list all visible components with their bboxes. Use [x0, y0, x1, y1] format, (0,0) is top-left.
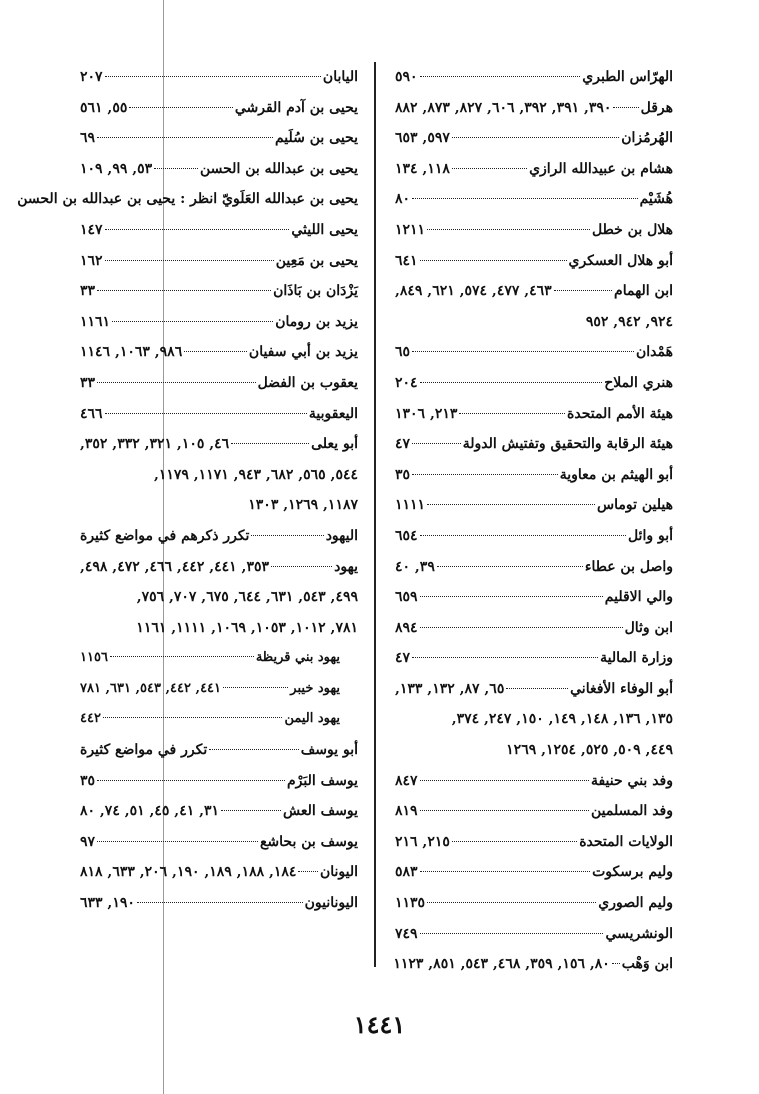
index-entry [395, 246, 673, 277]
entry-name: يحيى بن آدم القرشي [234, 99, 358, 116]
entry-name: يحيى بن سُلَيم [274, 130, 358, 147]
index-entry-continuation [395, 735, 673, 766]
entry-pages: ٩٢٤, ٩٤٢, ٩٥٢ [585, 313, 673, 330]
index-entry [395, 93, 673, 124]
dot-leader [112, 320, 273, 322]
dot-leader [459, 412, 565, 414]
dot-leader [221, 809, 281, 811]
index-column-left [17, 62, 358, 919]
entry-pages: ٨٠ [395, 191, 411, 208]
dot-leader [420, 932, 604, 934]
entry-pages: ١١٨٧, ١٢٦٩, ١٣٠٣ [248, 497, 358, 514]
dot-leader [129, 106, 232, 108]
dot-leader [420, 809, 589, 811]
entry-name: الونشريسي [605, 925, 673, 942]
dot-leader [271, 565, 332, 567]
index-entry [80, 888, 358, 919]
entry-name: هيلين توماس [597, 497, 673, 514]
dot-leader [412, 197, 638, 199]
entry-pages: ٥٨٣ [395, 864, 418, 881]
index-entry [395, 888, 673, 919]
entry-name: اليونانيون [304, 895, 358, 912]
entry-pages: تكرر في مواضع كثيرة [80, 742, 208, 759]
index-entry-continuation [80, 490, 358, 521]
index-entry [80, 796, 358, 827]
entry-name: اليابان [322, 69, 358, 85]
index-entry [395, 399, 673, 430]
index-entry-continuation [80, 613, 358, 644]
index-entry [395, 919, 673, 950]
dot-leader [420, 779, 589, 781]
index-entry [80, 154, 358, 185]
index-entry [80, 368, 358, 399]
entry-pages: ٢١٥, ٢١٦ [395, 833, 450, 850]
dot-leader [105, 412, 307, 414]
entry-pages: ٨١٩ [395, 803, 418, 820]
entry-name: يهود بني قريظة [255, 650, 340, 666]
entry-name: اليونان [319, 864, 358, 881]
entry-name: هنري الملاح [604, 374, 673, 391]
entry-name: أبو يوسف [300, 742, 358, 759]
entry-pages: ١١٦١ [80, 313, 111, 330]
entry-name: الهرّاس الطبري [582, 69, 673, 85]
index-entry [80, 93, 358, 124]
entry-name: وزارة المالية [600, 650, 673, 667]
index-entry [17, 184, 358, 215]
index-entry [395, 643, 673, 674]
dot-leader [110, 655, 254, 657]
entry-pages: ١٢١١ [395, 221, 426, 238]
entry-pages: ٥٣, ٩٩, ١٠٩ [80, 160, 153, 177]
index-entry [80, 429, 358, 460]
index-entry [80, 674, 358, 705]
index-entry [80, 766, 358, 797]
entry-name: وليم برسكوت [592, 864, 673, 881]
dot-leader [223, 686, 288, 688]
entry-pages: ٥٥, ٥٦١ [80, 99, 128, 116]
entry-name: يوسف بن بحاشع [259, 833, 358, 850]
entry-name: أبو وائل [627, 527, 673, 544]
entry-name: أبو يعلى [311, 436, 358, 453]
entry-pages: ٥٤٤, ٥٦٥, ٦٨٢, ٩٤٣, ١١٧١, ١١٧٩, [153, 466, 358, 483]
entry-pages: ٦٥ [395, 344, 411, 361]
dot-leader [613, 106, 638, 108]
dot-leader [103, 716, 282, 718]
entry-pages: ٦٤١ [395, 252, 418, 269]
dot-leader [420, 626, 623, 628]
index-entry [395, 337, 673, 368]
index-entry [395, 827, 673, 858]
entry-name: يزيد بن رومان [275, 313, 358, 330]
index-entry [395, 521, 673, 552]
dot-leader [452, 136, 619, 138]
index-entry [395, 796, 673, 827]
dot-leader [184, 350, 247, 352]
dot-leader [427, 503, 595, 505]
entry-name: يحيى بن عبدالله بن الحسن [200, 160, 358, 177]
dot-leader [97, 136, 273, 138]
index-entry [395, 276, 673, 307]
dot-leader [452, 840, 577, 842]
entry-pages: ١٤٧ [80, 221, 103, 238]
entry-name: ابن الهمام [614, 283, 673, 300]
entry-pages: ٩٨٦, ١٠٦٣, ١١٤٦ [80, 344, 183, 361]
entry-pages: ٧٤٩ [395, 925, 418, 942]
entry-name: والي الاقليم [604, 589, 673, 606]
entry-pages: ٨٤٧ [395, 772, 418, 789]
entry-pages: ٦٥٩ [395, 589, 418, 606]
dot-leader [412, 473, 558, 475]
dot-leader [97, 381, 256, 383]
entry-name: هشام بن عبيدالله الرازي [529, 160, 673, 177]
entry-pages: ٨٩٤ [395, 619, 418, 636]
entry-pages: ٣٥ [395, 466, 411, 483]
index-entry [395, 582, 673, 613]
dot-leader [97, 840, 258, 842]
entry-name: يوسف العش [283, 803, 358, 820]
index-entry [80, 123, 358, 154]
entry-name: اليهود [325, 527, 358, 544]
entry-name: يعقوب بن الفضل [257, 374, 358, 391]
dot-leader [420, 75, 581, 77]
dot-leader [412, 442, 461, 444]
dot-leader [452, 167, 527, 169]
entry-name: هَمْدان [636, 344, 673, 361]
index-entry [80, 735, 358, 766]
index-entry [395, 215, 673, 246]
dot-leader [427, 228, 590, 230]
entry-name: وفد بني حنيفة [590, 772, 673, 789]
dot-leader [554, 289, 612, 291]
index-entry [80, 246, 358, 277]
index-entry [80, 827, 358, 858]
entry-pages: ٢٠٤ [395, 374, 418, 391]
entry-pages: ٤٤١, ٤٤٢, ٥٤٣, ٦٣١, ٧٨١ [80, 680, 222, 696]
page-number: ١٤٤١ [353, 1010, 406, 1039]
index-entry [395, 674, 673, 705]
index-entry [80, 857, 358, 888]
entry-name: هلال بن خطل [592, 221, 673, 238]
index-entry [395, 766, 673, 797]
entry-pages: ١٣٥, ١٣٦, ١٤٨, ١٤٩, ١٥٠, ٢٤٧, ٣٧٤, [451, 711, 673, 728]
dot-leader [97, 779, 285, 781]
entry-pages: ٤٧ [395, 436, 411, 453]
entry-pages: ٣٥٣, ٤٤١, ٤٤٢, ٤٦٦, ٤٧٢, ٤٩٨, [80, 558, 269, 575]
dot-leader [412, 350, 634, 352]
entry-pages: ٢٠٧ [80, 69, 103, 85]
entry-pages: ١٨٤, ١٨٨, ١٨٩, ١٩٠, ٢٠٦, ٦٣٣, ٨١٨ [80, 864, 297, 881]
entry-name: أبو هلال العسكري [568, 252, 673, 269]
entry-name: واصل بن عطاء [584, 558, 673, 575]
entry-pages: ٢١٣, ١٣٠٦ [395, 405, 458, 422]
dot-leader [251, 534, 323, 536]
index-entry [80, 307, 358, 338]
entry-name: يهود اليمن [284, 711, 340, 727]
entry-name: هرقل [640, 99, 673, 116]
dot-leader [420, 534, 626, 536]
dot-leader [420, 259, 567, 261]
entry-pages: ٤٤٢ [80, 711, 101, 727]
dot-leader [209, 748, 299, 750]
entry-name: هيئة الأمم المتحدة [567, 405, 673, 422]
entry-pages: ١١٣٥ [395, 895, 426, 912]
entry-pages: ٦٥, ٨٧, ١٣٢, ١٣٣, [395, 680, 505, 697]
entry-name: هُشَيْم [639, 191, 673, 208]
dot-leader [420, 870, 591, 872]
dot-leader [97, 289, 271, 291]
entry-name: هيئة الرقابة والتحقيق وتفتيش الدولة [462, 436, 673, 453]
entry-pages: ٣١, ٤١, ٤٥, ٥١, ٧٤, ٨٠ [80, 803, 220, 820]
entry-name: يحيى بن عبدالله العَلَويّ انظر : يحيى بن عبدالله بن الحسن [17, 191, 358, 208]
index-entry [80, 704, 358, 735]
dot-leader [612, 962, 620, 964]
entry-name: ابن وَهْب [621, 956, 673, 973]
dot-leader [427, 901, 596, 903]
index-entry [395, 184, 673, 215]
column-divider [374, 62, 376, 967]
entry-pages: ٣٣ [80, 283, 96, 300]
entry-pages: ٣٥ [80, 772, 96, 789]
index-entry [395, 123, 673, 154]
index-column-right [395, 62, 673, 980]
index-entry [395, 490, 673, 521]
index-entry [395, 62, 673, 93]
entry-pages: ٤٦٣, ٤٧٧, ٥٧٤, ٦٢١, ٨٤٩, [395, 283, 552, 300]
entry-pages: ٣٩٠, ٣٩١, ٣٩٢, ٦٠٦, ٨٢٧, ٨٧٣, ٨٨٢ [395, 99, 612, 116]
entry-pages: ١٩٠, ٦٣٣ [80, 895, 135, 912]
dot-leader [437, 565, 583, 567]
index-entry [395, 552, 673, 583]
index-entry-continuation [80, 460, 358, 491]
entry-pages: ٩٧ [80, 833, 96, 850]
dot-leader [105, 228, 290, 230]
dot-leader [231, 442, 309, 444]
dot-leader [154, 167, 198, 169]
entry-pages: تكرر ذكرهم في مواضع كثيرة [80, 527, 250, 544]
index-entry [80, 62, 358, 93]
index-entry [80, 337, 358, 368]
entry-pages: ٣٣ [80, 374, 96, 391]
entry-name: يهود [334, 558, 358, 575]
entry-pages: ١١٥٦ [80, 650, 108, 666]
index-entry [395, 154, 673, 185]
index-entry [80, 521, 358, 552]
index-entry-continuation [395, 307, 673, 338]
entry-pages: ٤٧ [395, 650, 411, 667]
entry-name: يَزْدَان بن بَاذَان [273, 283, 358, 300]
entry-pages: ٧٨١, ١٠١٢, ١٠٥٣, ١٠٦٩, ١١١١, ١١٦١ [136, 619, 358, 636]
dot-leader [506, 687, 568, 689]
dot-leader [137, 901, 303, 903]
entry-pages: ٤٦, ١٠٥, ٣٢١, ٣٣٢, ٣٥٢, [80, 436, 230, 453]
entry-name: وليم الصوري [598, 895, 673, 912]
dot-leader [105, 75, 321, 77]
index-entry [395, 368, 673, 399]
index-entry [80, 552, 358, 583]
index-entry [80, 399, 358, 430]
entry-pages: ١١٨, ١٣٤ [395, 160, 450, 177]
entry-name: يزيد بن أبي سفيان [248, 344, 358, 361]
dot-leader [412, 656, 598, 658]
entry-name: يحيى بن مَعِين [275, 252, 358, 269]
dot-leader [298, 870, 318, 872]
entry-name: وفد المسلمين [590, 803, 673, 820]
entry-pages: ٣٩, ٤٠ [395, 558, 435, 575]
dot-leader [420, 381, 603, 383]
entry-name: أبو الهيثم بن معاوية [559, 466, 673, 483]
entry-pages: ١٦٢ [80, 252, 103, 269]
dot-leader [420, 595, 603, 597]
entry-name: يوسف البَرْم [287, 772, 358, 789]
index-entry [395, 429, 673, 460]
entry-pages: ٦٩ [80, 130, 96, 147]
entry-name: يحيى الليثي [291, 221, 358, 238]
entry-pages: ٤٩٩, ٥٤٣, ٦٣١, ٦٤٤, ٦٧٥, ٧٠٧, ٧٥٦, [136, 589, 358, 606]
index-entry [395, 857, 673, 888]
entry-pages: ٥٩٧, ٦٥٣ [395, 130, 450, 147]
entry-pages: ٤٤٩, ٥٠٩, ٥٢٥, ١٢٥٤, ١٢٦٩ [506, 742, 673, 759]
entry-name: الولايات المتحدة [579, 833, 673, 850]
entry-name: الهُرمُزان [621, 130, 673, 147]
index-entry [395, 460, 673, 491]
entry-pages: ٥٩٠ [395, 69, 418, 85]
index-entry [395, 613, 673, 644]
index-entry-continuation [395, 704, 673, 735]
entry-pages: ١١١١ [395, 497, 426, 514]
entry-pages: ٨٠, ١٥٦, ٣٥٩, ٤٦٨, ٥٤٣, ٨٥١, ١١٢٣ [393, 956, 610, 973]
entry-name: يهود خيبر [290, 680, 340, 696]
index-entry-continuation [80, 582, 358, 613]
entry-name: ابن وثال [624, 619, 673, 636]
index-entry [80, 215, 358, 246]
entry-pages: ٦٥٤ [395, 527, 418, 544]
entry-name: اليعقوبية [308, 405, 358, 422]
index-entry [80, 276, 358, 307]
entry-name: أبو الوفاء الأفغاني [570, 680, 673, 697]
entry-pages: ٤٦٦ [80, 405, 103, 422]
index-entry [395, 949, 673, 980]
index-entry [80, 643, 358, 674]
dot-leader [105, 259, 274, 261]
